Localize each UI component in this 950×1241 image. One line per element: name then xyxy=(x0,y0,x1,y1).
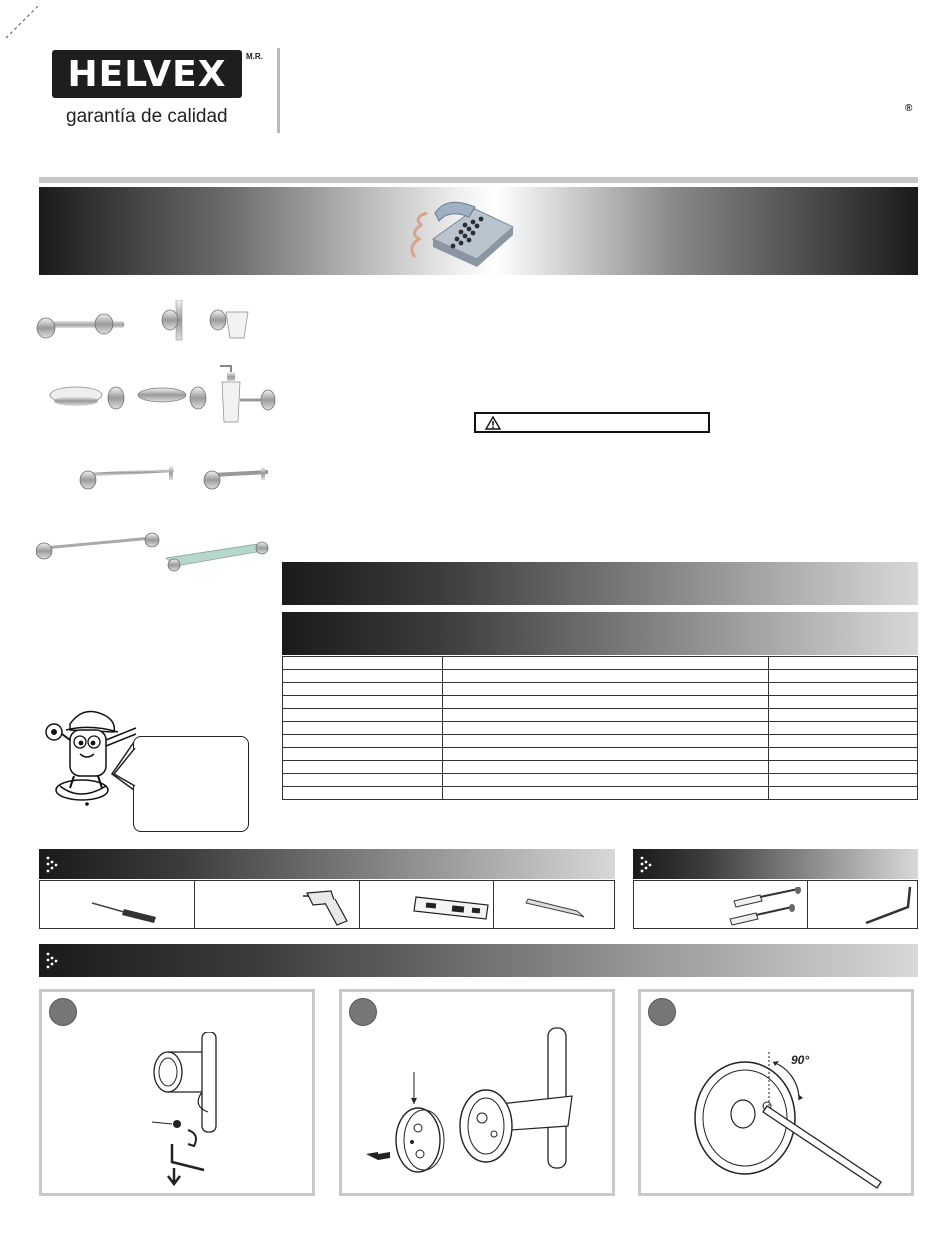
parts-table-cell xyxy=(442,787,768,800)
parts-table-row xyxy=(283,670,918,683)
parts-table-cell xyxy=(283,683,443,696)
parts-table-cell xyxy=(283,787,443,800)
soap-dispenser-product xyxy=(220,366,275,422)
screwdriver-icon xyxy=(90,899,160,923)
included-header-bar xyxy=(633,849,918,879)
pencil-icon xyxy=(522,897,586,919)
parts-table-cell xyxy=(283,735,443,748)
parts-table-cell xyxy=(769,657,918,670)
step-3-badge xyxy=(648,998,676,1026)
parts-table-cell xyxy=(283,657,443,670)
telephone-icon xyxy=(405,187,517,267)
parts-table-row xyxy=(283,735,918,748)
step-3-panel xyxy=(638,989,914,1196)
logo-tagline: garantía de calidad xyxy=(66,106,228,127)
tool-screwdriver xyxy=(39,880,195,929)
parts-table-cell xyxy=(442,774,768,787)
parts-table-cell xyxy=(283,761,443,774)
step-1-panel xyxy=(39,989,315,1196)
towel-bar-medium-product xyxy=(80,466,174,489)
warning-triangle-icon xyxy=(485,416,501,430)
drill-icon xyxy=(303,885,349,927)
parts-table-row xyxy=(283,696,918,709)
parts-table-cell xyxy=(283,670,443,683)
step-3-illustration xyxy=(681,1032,911,1192)
installation-header-bar xyxy=(39,944,918,977)
parts-table xyxy=(282,656,918,800)
arrow-dots-icon xyxy=(45,951,59,969)
header-divider xyxy=(277,48,280,133)
helvex-logo xyxy=(52,50,242,98)
tool-pencil xyxy=(493,880,615,929)
parts-table-row xyxy=(283,657,918,670)
parts-table-cell xyxy=(769,787,918,800)
parts-table-cell xyxy=(769,683,918,696)
step-2-illustration xyxy=(362,1022,602,1192)
parts-table-cell xyxy=(442,761,768,774)
speech-bubble xyxy=(133,736,249,832)
allen-key-icon xyxy=(864,883,916,927)
product-gallery xyxy=(36,300,276,585)
parts-table-row xyxy=(283,761,918,774)
header-rule xyxy=(39,177,918,183)
soap-dish-product xyxy=(50,387,124,409)
parts-header-bar xyxy=(282,612,918,655)
parts-table-cell xyxy=(769,735,918,748)
included-allen-key xyxy=(807,880,918,929)
warning-box xyxy=(474,412,710,433)
speech-tail-cover xyxy=(108,748,136,788)
robe-hook-product xyxy=(162,300,182,340)
soap-dish-chrome-product xyxy=(138,387,206,409)
tools-header-bar xyxy=(39,849,615,879)
parts-table-cell xyxy=(769,696,918,709)
tool-level xyxy=(359,880,494,929)
parts-table-cell xyxy=(283,748,443,761)
corner-dashed-line xyxy=(4,2,54,42)
parts-table-cell xyxy=(283,696,443,709)
parts-table-row xyxy=(283,709,918,722)
arrow-dots-icon xyxy=(45,855,59,873)
parts-table-row xyxy=(283,683,918,696)
step-1-illustration xyxy=(142,1032,282,1192)
parts-table-row xyxy=(283,787,918,800)
angle-label: 90° xyxy=(791,1053,810,1067)
parts-table-cell xyxy=(442,709,768,722)
arrow-dots-icon xyxy=(639,855,653,873)
trademark-mark: M.R. xyxy=(246,52,263,61)
parts-table-cell xyxy=(442,670,768,683)
parts-table-cell xyxy=(769,774,918,787)
tool-drill xyxy=(194,880,360,929)
step-2-panel xyxy=(339,989,615,1196)
parts-table-cell xyxy=(442,735,768,748)
section-header-bar xyxy=(282,562,918,605)
parts-table-cell xyxy=(442,683,768,696)
included-anchors xyxy=(633,880,808,929)
logo-text: HELVEX xyxy=(67,53,227,95)
parts-table-row xyxy=(283,774,918,787)
parts-table-cell xyxy=(442,657,768,670)
parts-table-cell xyxy=(769,670,918,683)
wall-anchor-screws-icon xyxy=(724,887,804,927)
parts-table-cell xyxy=(283,709,443,722)
step-1-badge xyxy=(49,998,77,1026)
glass-shelf-product xyxy=(166,542,268,571)
parts-table-cell xyxy=(442,696,768,709)
level-icon xyxy=(412,891,492,923)
parts-table-cell xyxy=(769,709,918,722)
parts-table-cell xyxy=(283,722,443,735)
tumbler-product xyxy=(210,310,248,338)
registered-mark: ® xyxy=(905,103,913,114)
parts-table-cell xyxy=(769,722,918,735)
parts-table-cell xyxy=(769,761,918,774)
parts-table-row xyxy=(283,722,918,735)
short-bar-product xyxy=(37,314,124,338)
parts-table-cell xyxy=(283,774,443,787)
towel-ring-product xyxy=(204,467,268,489)
towel-bar-long-product xyxy=(36,533,159,559)
parts-table-row xyxy=(283,748,918,761)
parts-table-cell xyxy=(442,722,768,735)
parts-table-cell xyxy=(442,748,768,761)
parts-table-cell xyxy=(769,748,918,761)
